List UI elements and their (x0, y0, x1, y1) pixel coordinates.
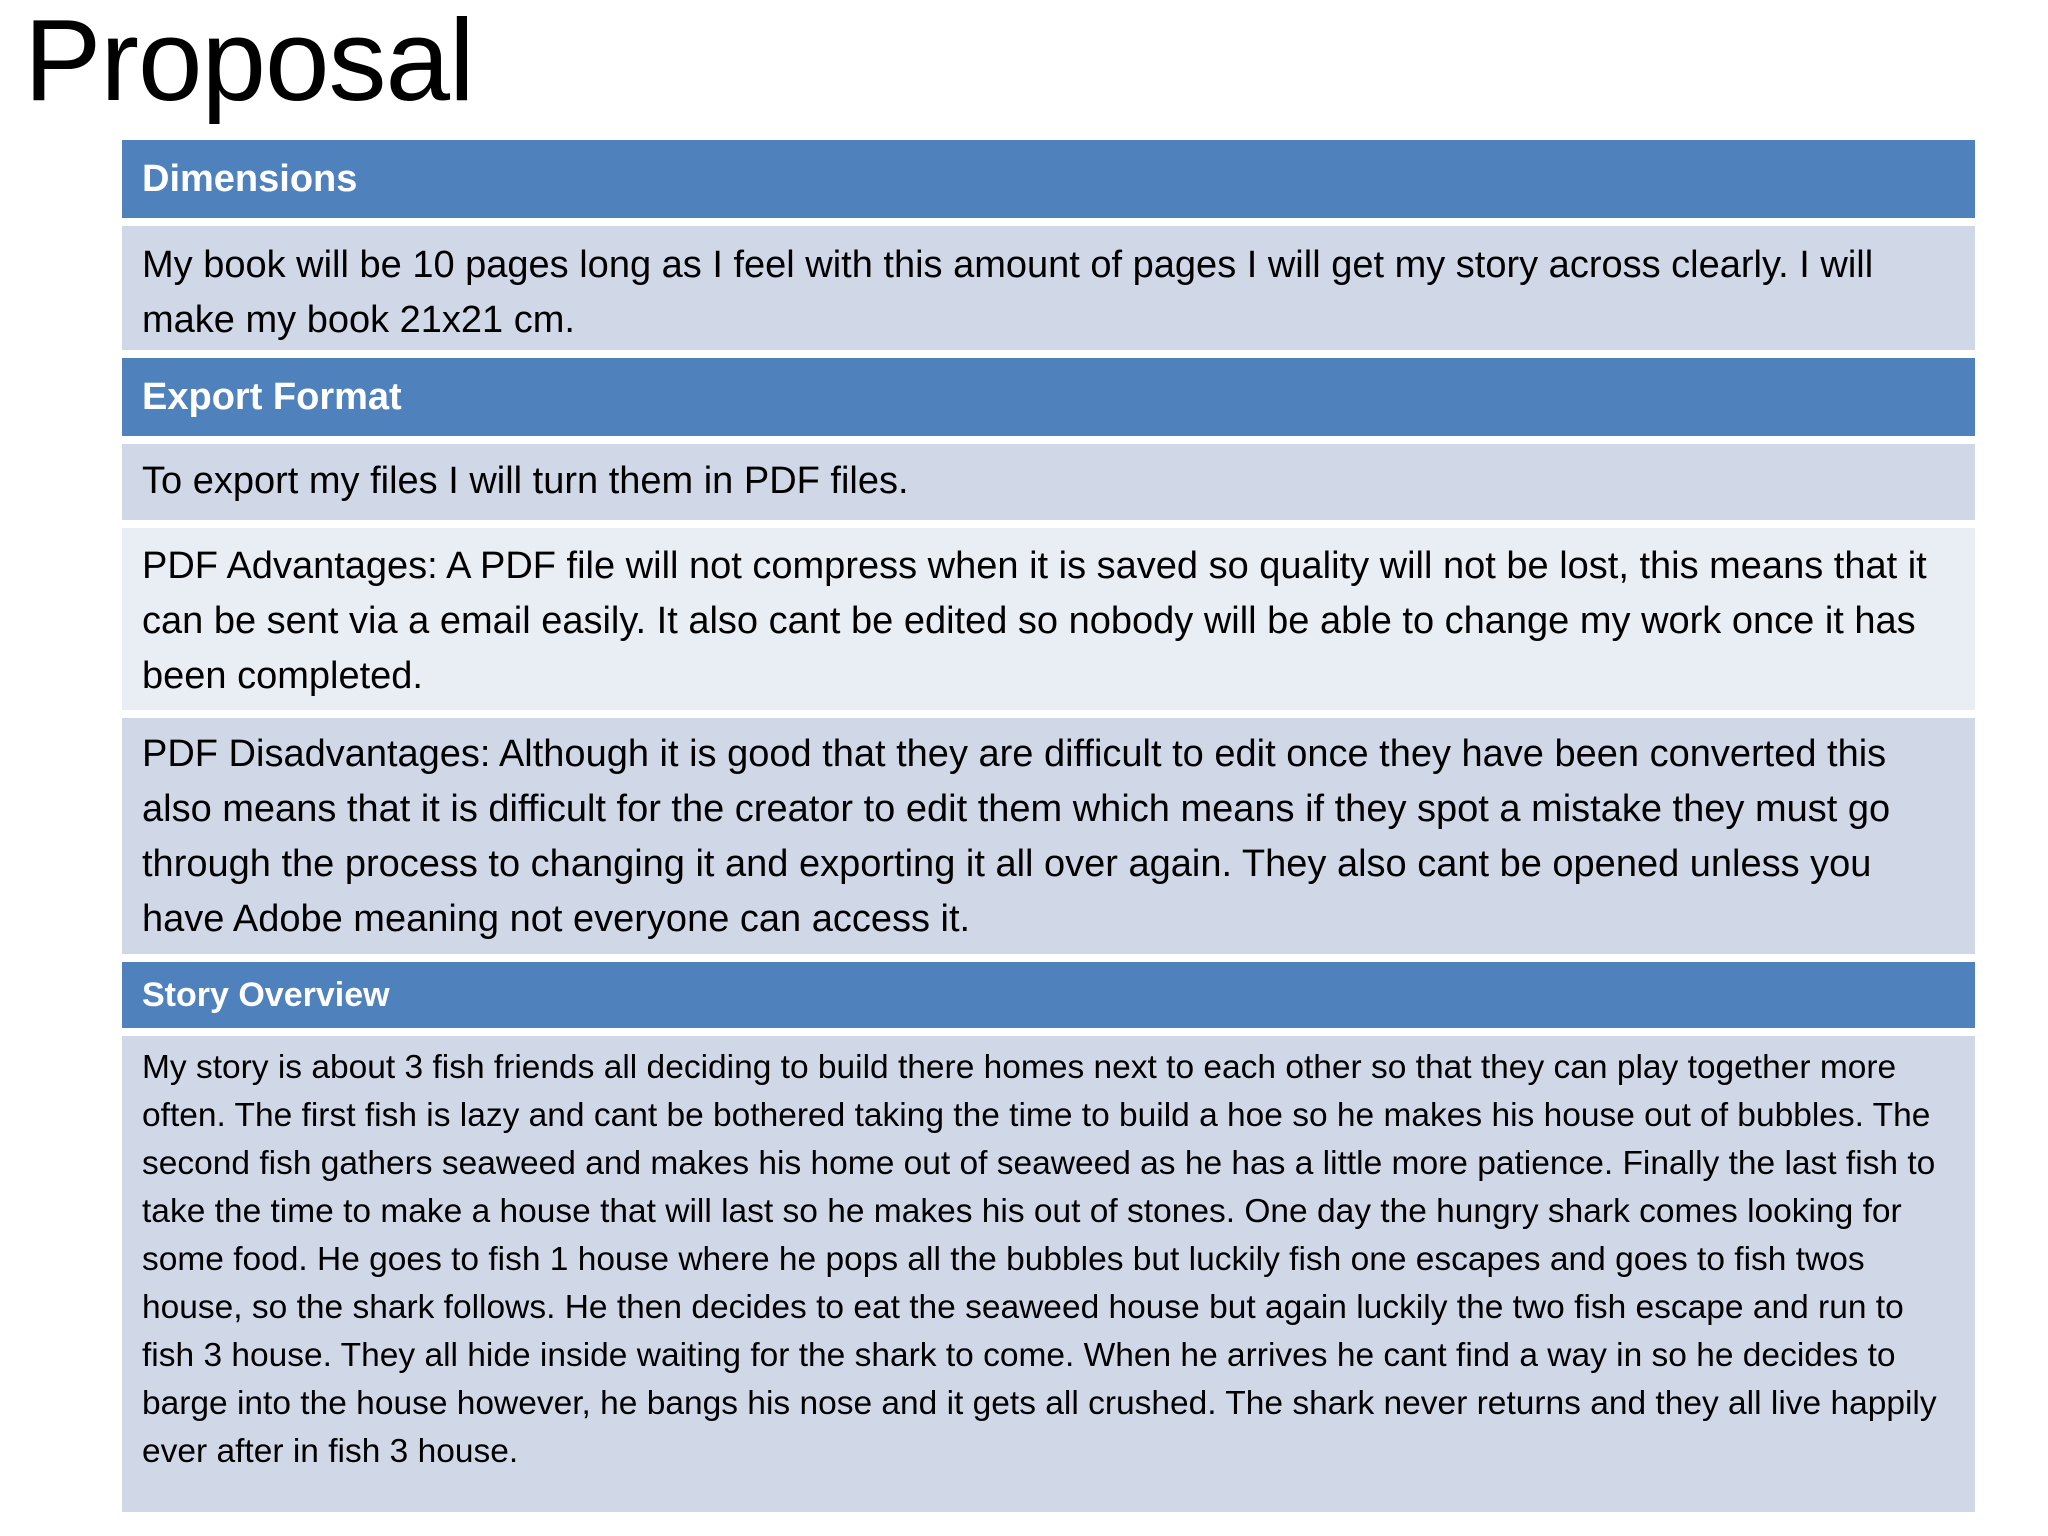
proposal-table (122, 140, 1975, 1512)
dimensions-cell (122, 226, 1975, 350)
slide-title: Proposal (24, 0, 474, 125)
story-overview-cell (122, 1036, 1975, 1512)
story-overview-header (122, 962, 1975, 1028)
story-overview-heading: Story Overview (142, 975, 390, 1014)
export-format-header (122, 358, 1975, 436)
story-overview-text: My story is about 3 fish friends all deciding to build there homes next to each other so that they can play together more often. The first fish is lazy and cant be bothered taking the time to build a hoe so he makes his house out of bubbles. The second fish gathers seaweed and makes his home out of seaweed as he has a little more patience. Finally the last fish to take the time to make a house that will last so he makes his out of stones. One day the hungry shark comes looking for some food. He goes to fish 1 house where he pops all the bubbles but luckily fish one escapes and goes to fish twos house, so the shark follows. He then decides to eat the seaweed house but again luckily the two fish escape and run to fish 3 house. They all hide inside waiting for the shark to come. When he arrives he cant find a way in so he decides to barge into the house however, he bangs his nose and it gets all crushed. The shark never returns and they all live happily ever after in fish 3 house. (142, 1049, 1937, 1470)
pdf-disadvantages-text: PDF Disadvantages: Although it is good that they are difficult to edit once they have been converted this also means that it is difficult for the creator to edit them which means if they spot a mistake they must go through the process to changing it and exporting it all over again. They also cant be opened unless you have Adobe meaning not everyone can access it. (142, 733, 1891, 940)
pdf-advantages-text: PDF Advantages: A PDF file will not compress when it is saved so quality will not be lost, this means that it can be sent via a email easily. It also cant be edited so nobody will be able to change my work once it has been completed. (142, 545, 1927, 697)
export-intro-text: To export my files I will turn them in PDF files. (142, 460, 909, 502)
dimensions-heading: Dimensions (142, 157, 358, 200)
export-intro-cell (122, 444, 1975, 520)
export-format-heading: Export Format (142, 375, 402, 418)
dimensions-text: My book will be 10 pages long as I feel with this amount of pages I will get my story across clearly. I will make my book 21x21 cm. (142, 244, 1874, 341)
pdf-advantages-cell (122, 528, 1975, 710)
pdf-disadvantages-cell (122, 718, 1975, 954)
dimensions-header (122, 140, 1975, 218)
